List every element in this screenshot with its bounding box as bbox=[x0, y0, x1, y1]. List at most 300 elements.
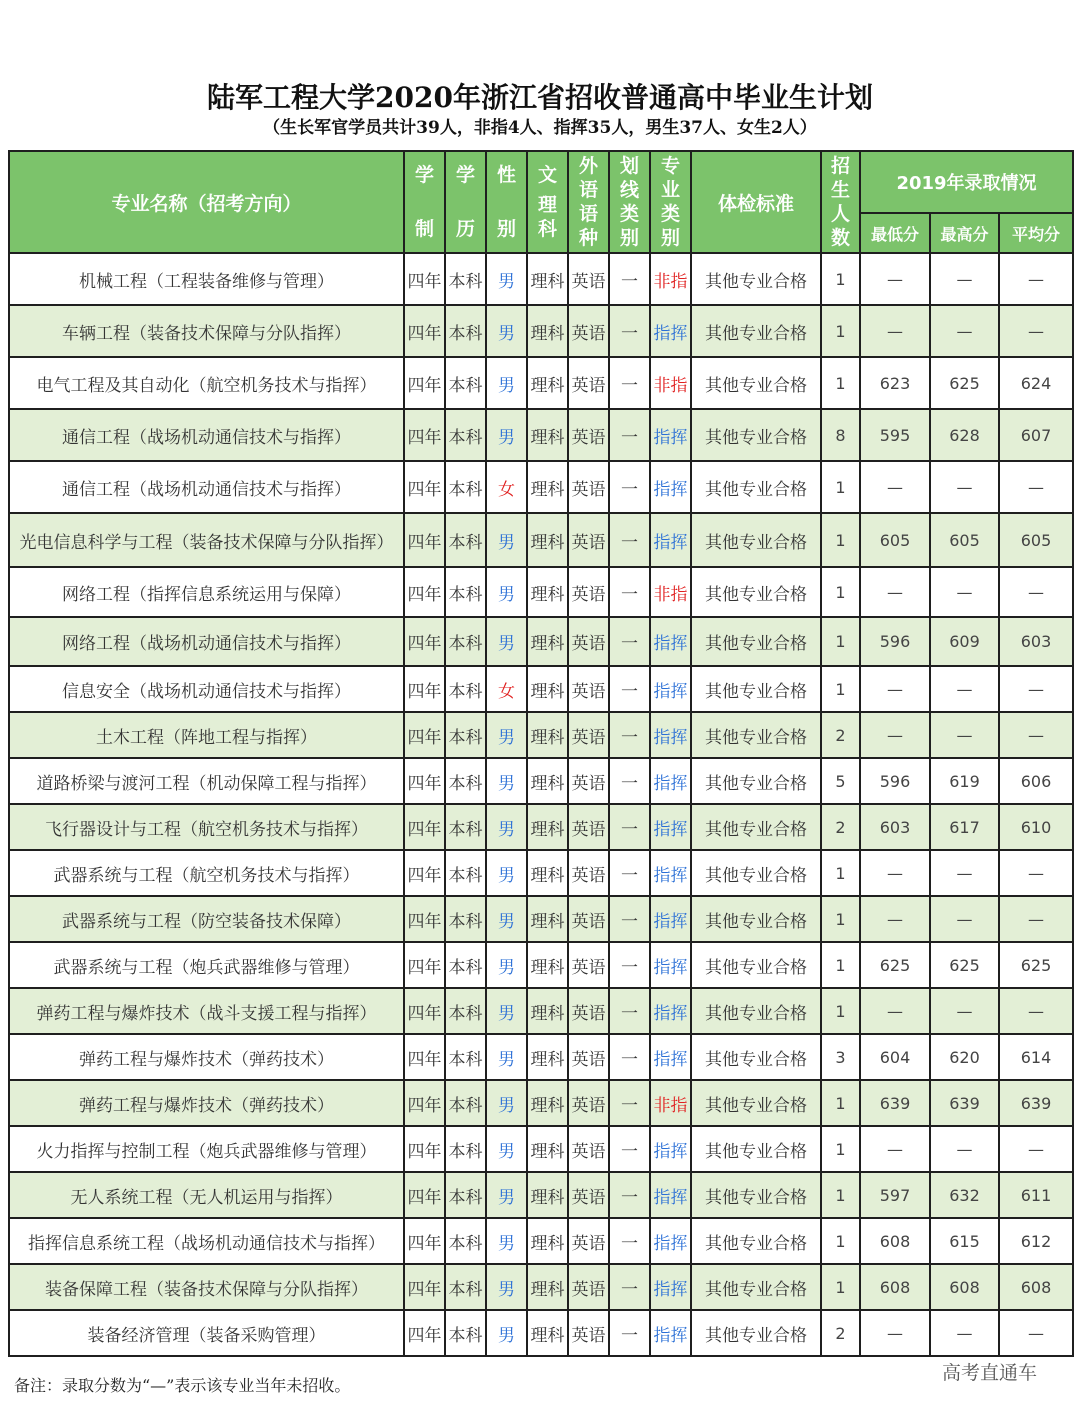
line-category-cell: 一 bbox=[609, 1172, 650, 1218]
wenli-cell: 理科 bbox=[527, 1218, 568, 1264]
physical-standard-cell: 其他专业合格 bbox=[691, 357, 821, 409]
major-category-cell: 指挥 bbox=[650, 1310, 691, 1356]
physical-standard-cell: 其他专业合格 bbox=[691, 617, 821, 666]
major-name-cell: 武器系统与工程（炮兵武器维修与管理） bbox=[9, 942, 404, 988]
header-huaxian bbox=[609, 151, 650, 253]
min-score-cell: — bbox=[860, 988, 930, 1034]
physical-standard-cell: 其他专业合格 bbox=[691, 804, 821, 850]
header-xuezhi-bottom: 制 bbox=[414, 218, 434, 240]
enrollment-count-cell: 1 bbox=[821, 461, 860, 513]
xueli-cell: 本科 bbox=[445, 513, 486, 567]
major-name-cell: 车辆工程（装备技术保障与分队指挥） bbox=[9, 305, 404, 357]
watermark-text: 高考直通车 bbox=[942, 1362, 1038, 1384]
header-zhaosheng-1: 招 bbox=[830, 155, 850, 177]
language-cell: 英语 bbox=[568, 712, 609, 758]
line-category-cell: 一 bbox=[609, 942, 650, 988]
wenli-cell: 理科 bbox=[527, 617, 568, 666]
xueli-cell: 本科 bbox=[445, 305, 486, 357]
line-category-cell: 一 bbox=[609, 1034, 650, 1080]
physical-standard-cell: 其他专业合格 bbox=[691, 666, 821, 712]
xuezhi-cell: 四年 bbox=[404, 357, 445, 409]
enrollment-count-cell: 1 bbox=[821, 1218, 860, 1264]
enrollment-count-cell: 1 bbox=[821, 357, 860, 409]
min-score-cell: — bbox=[860, 896, 930, 942]
min-score-cell: 596 bbox=[860, 617, 930, 666]
major-name-cell: 信息安全（战场机动通信技术与指挥） bbox=[9, 666, 404, 712]
table-header bbox=[9, 151, 1073, 253]
min-score-cell: 596 bbox=[860, 758, 930, 804]
header-zhuanye-1: 专 bbox=[660, 155, 680, 177]
table-row bbox=[9, 1310, 1073, 1356]
min-score-cell: — bbox=[860, 1126, 930, 1172]
major-name-cell: 武器系统与工程（航空机务技术与指挥） bbox=[9, 850, 404, 896]
table-body bbox=[9, 253, 1073, 1356]
sex-cell: 男 bbox=[486, 896, 527, 942]
line-category-cell: 一 bbox=[609, 988, 650, 1034]
header-xueli-bottom: 历 bbox=[455, 218, 475, 240]
line-category-cell: 一 bbox=[609, 804, 650, 850]
language-cell: 英语 bbox=[568, 666, 609, 712]
line-category-cell: 一 bbox=[609, 1126, 650, 1172]
language-cell: 英语 bbox=[568, 1310, 609, 1356]
major-category-cell: 指挥 bbox=[650, 513, 691, 567]
line-category-cell: 一 bbox=[609, 357, 650, 409]
header-huaxian-3: 类 bbox=[619, 203, 639, 225]
xuezhi-cell: 四年 bbox=[404, 1080, 445, 1126]
header-max-score: 最高分 bbox=[930, 213, 999, 253]
max-score-cell: — bbox=[930, 253, 999, 305]
enrollment-count-cell: 1 bbox=[821, 942, 860, 988]
xueli-cell: 本科 bbox=[445, 804, 486, 850]
max-score-cell: 605 bbox=[930, 513, 999, 567]
xuezhi-cell: 四年 bbox=[404, 850, 445, 896]
line-category-cell: 一 bbox=[609, 409, 650, 461]
sex-cell: 男 bbox=[486, 1126, 527, 1172]
language-cell: 英语 bbox=[568, 1080, 609, 1126]
physical-standard-cell: 其他专业合格 bbox=[691, 850, 821, 896]
max-score-cell: — bbox=[930, 461, 999, 513]
max-score-cell: 625 bbox=[930, 942, 999, 988]
table-row bbox=[9, 1172, 1073, 1218]
header-xingbie bbox=[486, 151, 527, 253]
wenli-cell: 理科 bbox=[527, 942, 568, 988]
language-cell: 英语 bbox=[568, 461, 609, 513]
header-zhuanye-2: 业 bbox=[660, 179, 680, 201]
major-category-cell: 指挥 bbox=[650, 1034, 691, 1080]
physical-standard-cell: 其他专业合格 bbox=[691, 305, 821, 357]
max-score-cell: 619 bbox=[930, 758, 999, 804]
sex-cell: 男 bbox=[486, 1310, 527, 1356]
major-category-cell: 非指 bbox=[650, 1080, 691, 1126]
xueli-cell: 本科 bbox=[445, 758, 486, 804]
physical-standard-cell: 其他专业合格 bbox=[691, 1218, 821, 1264]
major-name-cell: 道路桥梁与渡河工程（机动保障工程与指挥） bbox=[9, 758, 404, 804]
wenli-cell: 理科 bbox=[527, 666, 568, 712]
physical-standard-cell: 其他专业合格 bbox=[691, 461, 821, 513]
major-category-cell: 指挥 bbox=[650, 804, 691, 850]
major-name-cell: 土木工程（阵地工程与指挥） bbox=[9, 712, 404, 758]
avg-score-cell: 605 bbox=[999, 513, 1073, 567]
sex-cell: 男 bbox=[486, 357, 527, 409]
line-category-cell: 一 bbox=[609, 567, 650, 617]
min-score-cell: 604 bbox=[860, 1034, 930, 1080]
wenli-cell: 理科 bbox=[527, 1126, 568, 1172]
major-name-cell: 通信工程（战场机动通信技术与指挥） bbox=[9, 409, 404, 461]
enrollment-count-cell: 5 bbox=[821, 758, 860, 804]
language-cell: 英语 bbox=[568, 1264, 609, 1310]
avg-score-cell: — bbox=[999, 666, 1073, 712]
min-score-cell: — bbox=[860, 850, 930, 896]
physical-standard-cell: 其他专业合格 bbox=[691, 567, 821, 617]
avg-score-cell: — bbox=[999, 567, 1073, 617]
xuezhi-cell: 四年 bbox=[404, 1034, 445, 1080]
major-name-cell: 弹药工程与爆炸技术（战斗支援工程与指挥） bbox=[9, 988, 404, 1034]
xuezhi-cell: 四年 bbox=[404, 1264, 445, 1310]
table-row bbox=[9, 513, 1073, 567]
major-category-cell: 指挥 bbox=[650, 1264, 691, 1310]
min-score-cell: 639 bbox=[860, 1080, 930, 1126]
wenli-cell: 理科 bbox=[527, 712, 568, 758]
avg-score-cell: 612 bbox=[999, 1218, 1073, 1264]
enrollment-count-cell: 1 bbox=[821, 305, 860, 357]
xuezhi-cell: 四年 bbox=[404, 1310, 445, 1356]
xuezhi-cell: 四年 bbox=[404, 758, 445, 804]
header-major-name: 专业名称（招考方向） bbox=[9, 151, 404, 253]
header-waiyu-1: 外 bbox=[578, 155, 598, 177]
avg-score-cell: 608 bbox=[999, 1264, 1073, 1310]
physical-standard-cell: 其他专业合格 bbox=[691, 1264, 821, 1310]
max-score-cell: — bbox=[930, 567, 999, 617]
sex-cell: 男 bbox=[486, 1264, 527, 1310]
xueli-cell: 本科 bbox=[445, 942, 486, 988]
xuezhi-cell: 四年 bbox=[404, 942, 445, 988]
table-row bbox=[9, 1034, 1073, 1080]
header-zhaosheng bbox=[821, 151, 860, 253]
table-row bbox=[9, 666, 1073, 712]
max-score-cell: 620 bbox=[930, 1034, 999, 1080]
major-category-cell: 非指 bbox=[650, 357, 691, 409]
xuezhi-cell: 四年 bbox=[404, 1126, 445, 1172]
wenli-cell: 理科 bbox=[527, 305, 568, 357]
header-2019: 2019年录取情况 bbox=[860, 151, 1073, 213]
wenli-cell: 理科 bbox=[527, 513, 568, 567]
wenli-cell: 理科 bbox=[527, 804, 568, 850]
line-category-cell: 一 bbox=[609, 712, 650, 758]
enrollment-count-cell: 1 bbox=[821, 666, 860, 712]
sex-cell: 男 bbox=[486, 758, 527, 804]
sex-cell: 男 bbox=[486, 850, 527, 896]
footnote: 备注：录取分数为“—”表示该专业当年未招收。 bbox=[14, 1376, 351, 1395]
avg-score-cell: 639 bbox=[999, 1080, 1073, 1126]
xueli-cell: 本科 bbox=[445, 567, 486, 617]
min-score-cell: 608 bbox=[860, 1218, 930, 1264]
wenli-cell: 理科 bbox=[527, 253, 568, 305]
language-cell: 英语 bbox=[568, 1034, 609, 1080]
major-name-cell: 电气工程及其自动化（航空机务技术与指挥） bbox=[9, 357, 404, 409]
language-cell: 英语 bbox=[568, 1126, 609, 1172]
line-category-cell: 一 bbox=[609, 513, 650, 567]
line-category-cell: 一 bbox=[609, 1264, 650, 1310]
header-xueli bbox=[445, 151, 486, 253]
xuezhi-cell: 四年 bbox=[404, 712, 445, 758]
physical-standard-cell: 其他专业合格 bbox=[691, 988, 821, 1034]
header-huaxian-2: 线 bbox=[619, 179, 639, 201]
language-cell: 英语 bbox=[568, 357, 609, 409]
max-score-cell: — bbox=[930, 896, 999, 942]
physical-standard-cell: 其他专业合格 bbox=[691, 712, 821, 758]
line-category-cell: 一 bbox=[609, 1310, 650, 1356]
xueli-cell: 本科 bbox=[445, 1126, 486, 1172]
major-category-cell: 指挥 bbox=[650, 617, 691, 666]
language-cell: 英语 bbox=[568, 305, 609, 357]
major-category-cell: 指挥 bbox=[650, 1126, 691, 1172]
enrollment-count-cell: 1 bbox=[821, 1172, 860, 1218]
max-score-cell: — bbox=[930, 1126, 999, 1172]
sex-cell: 女 bbox=[486, 461, 527, 513]
major-category-cell: 指挥 bbox=[650, 758, 691, 804]
physical-standard-cell: 其他专业合格 bbox=[691, 942, 821, 988]
major-name-cell: 通信工程（战场机动通信技术与指挥） bbox=[9, 461, 404, 513]
max-score-cell: 617 bbox=[930, 804, 999, 850]
physical-standard-cell: 其他专业合格 bbox=[691, 1034, 821, 1080]
line-category-cell: 一 bbox=[609, 758, 650, 804]
language-cell: 英语 bbox=[568, 409, 609, 461]
table-row bbox=[9, 567, 1073, 617]
xueli-cell: 本科 bbox=[445, 896, 486, 942]
physical-standard-cell: 其他专业合格 bbox=[691, 513, 821, 567]
max-score-cell: 608 bbox=[930, 1264, 999, 1310]
language-cell: 英语 bbox=[568, 850, 609, 896]
avg-score-cell: — bbox=[999, 461, 1073, 513]
language-cell: 英语 bbox=[568, 1172, 609, 1218]
max-score-cell: — bbox=[930, 850, 999, 896]
header-tijian: 体检标准 bbox=[691, 151, 821, 253]
wenli-cell: 理科 bbox=[527, 567, 568, 617]
avg-score-cell: — bbox=[999, 988, 1073, 1034]
wenli-cell: 理科 bbox=[527, 409, 568, 461]
sex-cell: 男 bbox=[486, 804, 527, 850]
table-row bbox=[9, 1218, 1073, 1264]
xueli-cell: 本科 bbox=[445, 253, 486, 305]
header-waiyu bbox=[568, 151, 609, 253]
line-category-cell: 一 bbox=[609, 305, 650, 357]
avg-score-cell: — bbox=[999, 305, 1073, 357]
table-row bbox=[9, 1080, 1073, 1126]
min-score-cell: — bbox=[860, 567, 930, 617]
sex-cell: 男 bbox=[486, 1034, 527, 1080]
table-row bbox=[9, 617, 1073, 666]
sex-cell: 男 bbox=[486, 942, 527, 988]
min-score-cell: 595 bbox=[860, 409, 930, 461]
physical-standard-cell: 其他专业合格 bbox=[691, 253, 821, 305]
enrollment-count-cell: 1 bbox=[821, 1264, 860, 1310]
table-row bbox=[9, 850, 1073, 896]
page-title: 陆军工程大学2020年浙江省招收普通高中毕业生计划 bbox=[207, 81, 873, 114]
enrollment-count-cell: 1 bbox=[821, 850, 860, 896]
min-score-cell: — bbox=[860, 461, 930, 513]
major-category-cell: 指挥 bbox=[650, 988, 691, 1034]
header-xuezhi bbox=[404, 151, 445, 253]
line-category-cell: 一 bbox=[609, 896, 650, 942]
xueli-cell: 本科 bbox=[445, 850, 486, 896]
avg-score-cell: 611 bbox=[999, 1172, 1073, 1218]
header-huaxian-1: 划 bbox=[619, 155, 639, 177]
xueli-cell: 本科 bbox=[445, 1080, 486, 1126]
header-zhuanye-3: 类 bbox=[660, 203, 680, 225]
xueli-cell: 本科 bbox=[445, 988, 486, 1034]
major-category-cell: 非指 bbox=[650, 253, 691, 305]
avg-score-cell: — bbox=[999, 712, 1073, 758]
major-name-cell: 无人系统工程（无人机运用与指挥） bbox=[9, 1172, 404, 1218]
table-row bbox=[9, 712, 1073, 758]
xuezhi-cell: 四年 bbox=[404, 1172, 445, 1218]
table-row bbox=[9, 253, 1073, 305]
max-score-cell: — bbox=[930, 988, 999, 1034]
physical-standard-cell: 其他专业合格 bbox=[691, 1172, 821, 1218]
header-wenli-2: 理 bbox=[537, 194, 557, 216]
line-category-cell: 一 bbox=[609, 666, 650, 712]
major-name-cell: 火力指挥与控制工程（炮兵武器维修与管理） bbox=[9, 1126, 404, 1172]
page-subtitle: （生长军官学员共计39人，非指4人、指挥35人，男生37人、女生2人） bbox=[263, 118, 817, 138]
table-row bbox=[9, 1264, 1073, 1310]
avg-score-cell: 606 bbox=[999, 758, 1073, 804]
xuezhi-cell: 四年 bbox=[404, 1218, 445, 1264]
avg-score-cell: — bbox=[999, 253, 1073, 305]
xueli-cell: 本科 bbox=[445, 1218, 486, 1264]
xueli-cell: 本科 bbox=[445, 712, 486, 758]
enrollment-count-cell: 1 bbox=[821, 988, 860, 1034]
enrollment-count-cell: 1 bbox=[821, 1080, 860, 1126]
avg-score-cell: 607 bbox=[999, 409, 1073, 461]
table-row bbox=[9, 461, 1073, 513]
xueli-cell: 本科 bbox=[445, 1034, 486, 1080]
max-score-cell: — bbox=[930, 1310, 999, 1356]
wenli-cell: 理科 bbox=[527, 1034, 568, 1080]
header-xuezhi-top: 学 bbox=[414, 164, 434, 186]
major-name-cell: 光电信息科学与工程（装备技术保障与分队指挥） bbox=[9, 513, 404, 567]
enrollment-count-cell: 2 bbox=[821, 712, 860, 758]
xuezhi-cell: 四年 bbox=[404, 253, 445, 305]
table-row bbox=[9, 804, 1073, 850]
enrollment-count-cell: 8 bbox=[821, 409, 860, 461]
wenli-cell: 理科 bbox=[527, 1264, 568, 1310]
sex-cell: 男 bbox=[486, 567, 527, 617]
header-wenli-3: 科 bbox=[537, 218, 557, 240]
wenli-cell: 理科 bbox=[527, 461, 568, 513]
min-score-cell: — bbox=[860, 305, 930, 357]
physical-standard-cell: 其他专业合格 bbox=[691, 896, 821, 942]
max-score-cell: — bbox=[930, 666, 999, 712]
table-row bbox=[9, 988, 1073, 1034]
language-cell: 英语 bbox=[568, 253, 609, 305]
major-name-cell: 装备经济管理（装备采购管理） bbox=[9, 1310, 404, 1356]
wenli-cell: 理科 bbox=[527, 1172, 568, 1218]
language-cell: 英语 bbox=[568, 758, 609, 804]
header-xueli-top: 学 bbox=[455, 164, 475, 186]
xuezhi-cell: 四年 bbox=[404, 617, 445, 666]
language-cell: 英语 bbox=[568, 942, 609, 988]
major-category-cell: 非指 bbox=[650, 567, 691, 617]
max-score-cell: — bbox=[930, 305, 999, 357]
header-avg-score: 平均分 bbox=[999, 213, 1073, 253]
xueli-cell: 本科 bbox=[445, 617, 486, 666]
header-zhaosheng-3: 人 bbox=[830, 203, 850, 225]
major-category-cell: 指挥 bbox=[650, 712, 691, 758]
sex-cell: 男 bbox=[486, 712, 527, 758]
major-name-cell: 网络工程（指挥信息系统运用与保障） bbox=[9, 567, 404, 617]
table-row bbox=[9, 357, 1073, 409]
avg-score-cell: 603 bbox=[999, 617, 1073, 666]
major-category-cell: 指挥 bbox=[650, 942, 691, 988]
min-score-cell: 605 bbox=[860, 513, 930, 567]
header-waiyu-3: 语 bbox=[578, 203, 598, 225]
xueli-cell: 本科 bbox=[445, 461, 486, 513]
major-name-cell: 弹药工程与爆炸技术（弹药技术） bbox=[9, 1034, 404, 1080]
header-huaxian-4: 别 bbox=[619, 227, 639, 249]
language-cell: 英语 bbox=[568, 804, 609, 850]
language-cell: 英语 bbox=[568, 617, 609, 666]
major-name-cell: 弹药工程与爆炸技术（弹药技术） bbox=[9, 1080, 404, 1126]
enrollment-count-cell: 1 bbox=[821, 896, 860, 942]
table-row bbox=[9, 1126, 1073, 1172]
avg-score-cell: 614 bbox=[999, 1034, 1073, 1080]
xueli-cell: 本科 bbox=[445, 1264, 486, 1310]
avg-score-cell: 624 bbox=[999, 357, 1073, 409]
xuezhi-cell: 四年 bbox=[404, 804, 445, 850]
header-xingbie-bottom: 别 bbox=[496, 218, 516, 240]
sex-cell: 男 bbox=[486, 253, 527, 305]
enrollment-count-cell: 1 bbox=[821, 567, 860, 617]
enrollment-count-cell: 1 bbox=[821, 1126, 860, 1172]
max-score-cell: 632 bbox=[930, 1172, 999, 1218]
wenli-cell: 理科 bbox=[527, 988, 568, 1034]
major-category-cell: 指挥 bbox=[650, 850, 691, 896]
major-name-cell: 网络工程（战场机动通信技术与指挥） bbox=[9, 617, 404, 666]
header-zhuanye bbox=[650, 151, 691, 253]
sex-cell: 男 bbox=[486, 617, 527, 666]
enrollment-count-cell: 1 bbox=[821, 617, 860, 666]
header-wenli bbox=[527, 151, 568, 253]
header-xingbie-top: 性 bbox=[496, 164, 516, 186]
table-row bbox=[9, 896, 1073, 942]
min-score-cell: 623 bbox=[860, 357, 930, 409]
xuezhi-cell: 四年 bbox=[404, 666, 445, 712]
wenli-cell: 理科 bbox=[527, 357, 568, 409]
major-name-cell: 机械工程（工程装备维修与管理） bbox=[9, 253, 404, 305]
major-category-cell: 指挥 bbox=[650, 896, 691, 942]
min-score-cell: — bbox=[860, 253, 930, 305]
xuezhi-cell: 四年 bbox=[404, 988, 445, 1034]
language-cell: 英语 bbox=[568, 988, 609, 1034]
avg-score-cell: — bbox=[999, 896, 1073, 942]
major-name-cell: 装备保障工程（装备技术保障与分队指挥） bbox=[9, 1264, 404, 1310]
table-row bbox=[9, 409, 1073, 461]
avg-score-cell: — bbox=[999, 850, 1073, 896]
header-waiyu-4: 种 bbox=[578, 227, 598, 249]
table-row bbox=[9, 942, 1073, 988]
major-category-cell: 指挥 bbox=[650, 666, 691, 712]
wenli-cell: 理科 bbox=[527, 1310, 568, 1356]
avg-score-cell: 625 bbox=[999, 942, 1073, 988]
max-score-cell: 625 bbox=[930, 357, 999, 409]
xueli-cell: 本科 bbox=[445, 1172, 486, 1218]
min-score-cell: 625 bbox=[860, 942, 930, 988]
enrollment-count-cell: 1 bbox=[821, 513, 860, 567]
major-category-cell: 指挥 bbox=[650, 305, 691, 357]
min-score-cell: 608 bbox=[860, 1264, 930, 1310]
wenli-cell: 理科 bbox=[527, 1080, 568, 1126]
line-category-cell: 一 bbox=[609, 850, 650, 896]
